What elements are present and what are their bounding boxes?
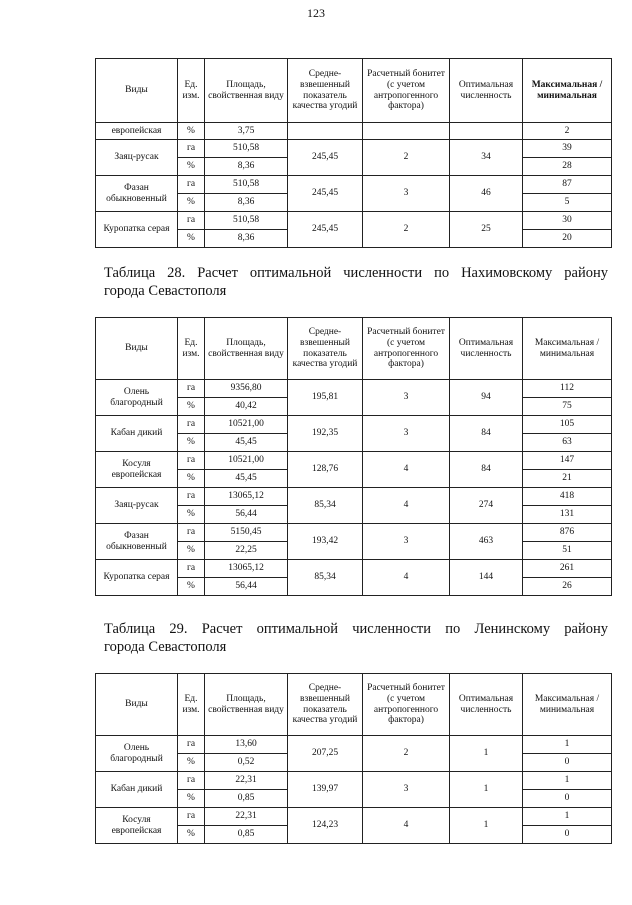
cell-min: 0 xyxy=(523,754,612,772)
cell-bonitet: 2 xyxy=(363,140,450,176)
caption-line: города Севастополя xyxy=(104,639,227,655)
cell-unit: % xyxy=(178,123,205,140)
cell-unit: га xyxy=(178,380,205,398)
cell-max: 147 xyxy=(523,452,612,470)
table-row xyxy=(96,808,612,826)
cell-species: Олень благородный xyxy=(96,380,178,416)
cell-optimal: 34 xyxy=(450,140,523,176)
cell-area: 0,85 xyxy=(205,790,288,808)
cell-min: 0 xyxy=(523,790,612,808)
cell-area: 13,60 xyxy=(205,736,288,754)
cell-min: 20 xyxy=(523,230,612,248)
table-28-caption xyxy=(104,264,608,300)
table-29 xyxy=(95,673,612,844)
cell-weighted xyxy=(288,123,363,140)
header-area: Площадь, свойственная виду xyxy=(205,674,288,736)
table-row xyxy=(96,176,612,194)
header-optimal: Оптимальная численность xyxy=(450,318,523,380)
cell-area: 56,44 xyxy=(205,578,288,596)
cell-unit: % xyxy=(178,506,205,524)
table-row xyxy=(96,140,612,158)
cell-min: 0 xyxy=(523,826,612,844)
header-weighted: Средне-взвешенный показатель качества угодий xyxy=(288,59,363,123)
caption-line: города Севастополя xyxy=(104,283,227,299)
cell-weighted: 124,23 xyxy=(288,808,363,844)
cell-min: 51 xyxy=(523,542,612,560)
cell-area: 10521,00 xyxy=(205,416,288,434)
cell-unit: % xyxy=(178,230,205,248)
cell-weighted: 245,45 xyxy=(288,212,363,248)
cell-bonitet: 3 xyxy=(363,176,450,212)
table-29-caption xyxy=(104,620,608,656)
cell-area: 45,45 xyxy=(205,434,288,452)
cell-unit: га xyxy=(178,560,205,578)
cell-area: 9356,80 xyxy=(205,380,288,398)
cell-species: Фазан обыкновенный xyxy=(96,176,178,212)
cell-weighted: 207,25 xyxy=(288,736,363,772)
cell-max: 112 xyxy=(523,380,612,398)
cell-unit: % xyxy=(178,434,205,452)
header-area: Площадь, свойственная виду xyxy=(205,59,288,123)
cell-min: 75 xyxy=(523,398,612,416)
cell-max: 1 xyxy=(523,736,612,754)
cell-unit: % xyxy=(178,470,205,488)
cell-area: 8,36 xyxy=(205,194,288,212)
table-row xyxy=(96,416,612,434)
header-optimal: Оптимальная численность xyxy=(450,59,523,123)
cell-optimal: 144 xyxy=(450,560,523,596)
cell-min: 26 xyxy=(523,578,612,596)
cell-unit: % xyxy=(178,158,205,176)
cell-species: Куропатка серая xyxy=(96,560,178,596)
cell-species: Фазан обыкновенный xyxy=(96,524,178,560)
cell-area: 22,31 xyxy=(205,772,288,790)
table-row xyxy=(96,123,612,140)
header-bonitet: Расчетный бонитет (с учетом антропогенного фактора) xyxy=(363,674,450,736)
header-unit: Ед. изм. xyxy=(178,318,205,380)
cell-unit: % xyxy=(178,542,205,560)
cell-optimal: 46 xyxy=(450,176,523,212)
page-number: 123 xyxy=(307,6,325,20)
header-area: Площадь, свойственная виду xyxy=(205,318,288,380)
header-species: Виды xyxy=(96,59,178,123)
cell-optimal: 25 xyxy=(450,212,523,248)
header-unit: Ед. изм. xyxy=(178,674,205,736)
cell-area: 510,58 xyxy=(205,212,288,230)
cell-min: 21 xyxy=(523,470,612,488)
table-row xyxy=(96,212,612,230)
cell-max: 876 xyxy=(523,524,612,542)
cell-max: 105 xyxy=(523,416,612,434)
table-row xyxy=(96,524,612,542)
cell-optimal: 84 xyxy=(450,416,523,452)
cell-max: 1 xyxy=(523,772,612,790)
cell-bonitet: 3 xyxy=(363,380,450,416)
cell-area: 10521,00 xyxy=(205,452,288,470)
cell-bonitet xyxy=(363,123,450,140)
table-header-row xyxy=(96,674,612,736)
cell-unit: га xyxy=(178,416,205,434)
header-bonitet: Расчетный бонитет (с учетом антропогенного фактора) xyxy=(363,318,450,380)
cell-max: 2 xyxy=(523,123,612,140)
header-species: Виды xyxy=(96,318,178,380)
cell-optimal: 1 xyxy=(450,736,523,772)
cell-area: 510,58 xyxy=(205,140,288,158)
table-row xyxy=(96,736,612,754)
header-maxmin: Максимальная /минимальная xyxy=(523,59,612,123)
cell-max: 261 xyxy=(523,560,612,578)
cell-unit: га xyxy=(178,488,205,506)
cell-min: 5 xyxy=(523,194,612,212)
cell-unit: га xyxy=(178,524,205,542)
header-maxmin: Максимальная /минимальная xyxy=(523,674,612,736)
cell-bonitet: 4 xyxy=(363,560,450,596)
caption-line: Таблица 29. Расчет оптимальной численности по Ленинскому району xyxy=(104,621,608,637)
cell-min: 63 xyxy=(523,434,612,452)
table-header-row xyxy=(96,318,612,380)
cell-bonitet: 2 xyxy=(363,212,450,248)
cell-bonitet: 2 xyxy=(363,736,450,772)
cell-unit: га xyxy=(178,772,205,790)
cell-area: 22,25 xyxy=(205,542,288,560)
cell-optimal: 274 xyxy=(450,488,523,524)
caption-line: Таблица 28. Расчет оптимальной численности по Нахимовскому району xyxy=(104,265,608,281)
table-row xyxy=(96,488,612,506)
cell-area: 5150,45 xyxy=(205,524,288,542)
cell-species: Косуля европейская xyxy=(96,808,178,844)
cell-unit: % xyxy=(178,826,205,844)
cell-species: Кабан дикий xyxy=(96,772,178,808)
table-28 xyxy=(95,317,612,596)
cell-weighted: 193,42 xyxy=(288,524,363,560)
cell-area: 40,42 xyxy=(205,398,288,416)
table-row xyxy=(96,772,612,790)
cell-bonitet: 4 xyxy=(363,488,450,524)
cell-unit: га xyxy=(178,140,205,158)
cell-unit: % xyxy=(178,754,205,772)
cell-optimal: 94 xyxy=(450,380,523,416)
table-row xyxy=(96,380,612,398)
cell-area: 45,45 xyxy=(205,470,288,488)
table-row xyxy=(96,452,612,470)
table-header-row xyxy=(96,59,612,123)
header-maxmin: Максимальная /минимальная xyxy=(523,318,612,380)
cell-species: Заяц-русак xyxy=(96,140,178,176)
cell-optimal: 1 xyxy=(450,808,523,844)
cell-area: 13065,12 xyxy=(205,560,288,578)
cell-unit: га xyxy=(178,176,205,194)
header-weighted: Средне-взвешенный показатель качества угодий xyxy=(288,318,363,380)
cell-unit: % xyxy=(178,578,205,596)
cell-max: 87 xyxy=(523,176,612,194)
header-species: Виды xyxy=(96,674,178,736)
cell-area: 8,36 xyxy=(205,230,288,248)
cell-bonitet: 3 xyxy=(363,772,450,808)
header-unit: Ед. изм. xyxy=(178,59,205,123)
cell-species: Косуля европейская xyxy=(96,452,178,488)
table-row xyxy=(96,560,612,578)
cell-unit: га xyxy=(178,736,205,754)
cell-weighted: 85,34 xyxy=(288,560,363,596)
cell-unit: % xyxy=(178,398,205,416)
cell-area: 13065,12 xyxy=(205,488,288,506)
cell-min: 28 xyxy=(523,158,612,176)
cell-weighted: 192,35 xyxy=(288,416,363,452)
cell-weighted: 245,45 xyxy=(288,140,363,176)
cell-optimal: 84 xyxy=(450,452,523,488)
cell-weighted: 139,97 xyxy=(288,772,363,808)
cell-area: 3,75 xyxy=(205,123,288,140)
cell-max: 418 xyxy=(523,488,612,506)
cell-species: европейская xyxy=(96,123,178,140)
cell-area: 8,36 xyxy=(205,158,288,176)
cell-weighted: 128,76 xyxy=(288,452,363,488)
cell-unit: га xyxy=(178,452,205,470)
cell-bonitet: 4 xyxy=(363,808,450,844)
cell-weighted: 245,45 xyxy=(288,176,363,212)
header-optimal: Оптимальная численность xyxy=(450,674,523,736)
cell-min: 131 xyxy=(523,506,612,524)
cell-unit: % xyxy=(178,790,205,808)
cell-max: 1 xyxy=(523,808,612,826)
cell-max: 30 xyxy=(523,212,612,230)
cell-bonitet: 3 xyxy=(363,416,450,452)
table-continued xyxy=(95,58,612,248)
cell-optimal: 463 xyxy=(450,524,523,560)
cell-optimal: 1 xyxy=(450,772,523,808)
cell-bonitet: 4 xyxy=(363,452,450,488)
cell-bonitet: 3 xyxy=(363,524,450,560)
cell-weighted: 85,34 xyxy=(288,488,363,524)
cell-optimal xyxy=(450,123,523,140)
cell-unit: га xyxy=(178,212,205,230)
cell-species: Заяц-русак xyxy=(96,488,178,524)
cell-species: Олень благородный xyxy=(96,736,178,772)
cell-area: 56,44 xyxy=(205,506,288,524)
cell-weighted: 195,81 xyxy=(288,380,363,416)
cell-max: 39 xyxy=(523,140,612,158)
cell-species: Кабан дикий xyxy=(96,416,178,452)
cell-area: 0,85 xyxy=(205,826,288,844)
cell-area: 0,52 xyxy=(205,754,288,772)
header-weighted: Средне-взвешенный показатель качества угодий xyxy=(288,674,363,736)
cell-species: Куропатка серая xyxy=(96,212,178,248)
cell-area: 22,31 xyxy=(205,808,288,826)
cell-area: 510,58 xyxy=(205,176,288,194)
cell-unit: га xyxy=(178,808,205,826)
cell-unit: % xyxy=(178,194,205,212)
header-bonitet: Расчетный бонитет (с учетом антропогенного фактора) xyxy=(363,59,450,123)
